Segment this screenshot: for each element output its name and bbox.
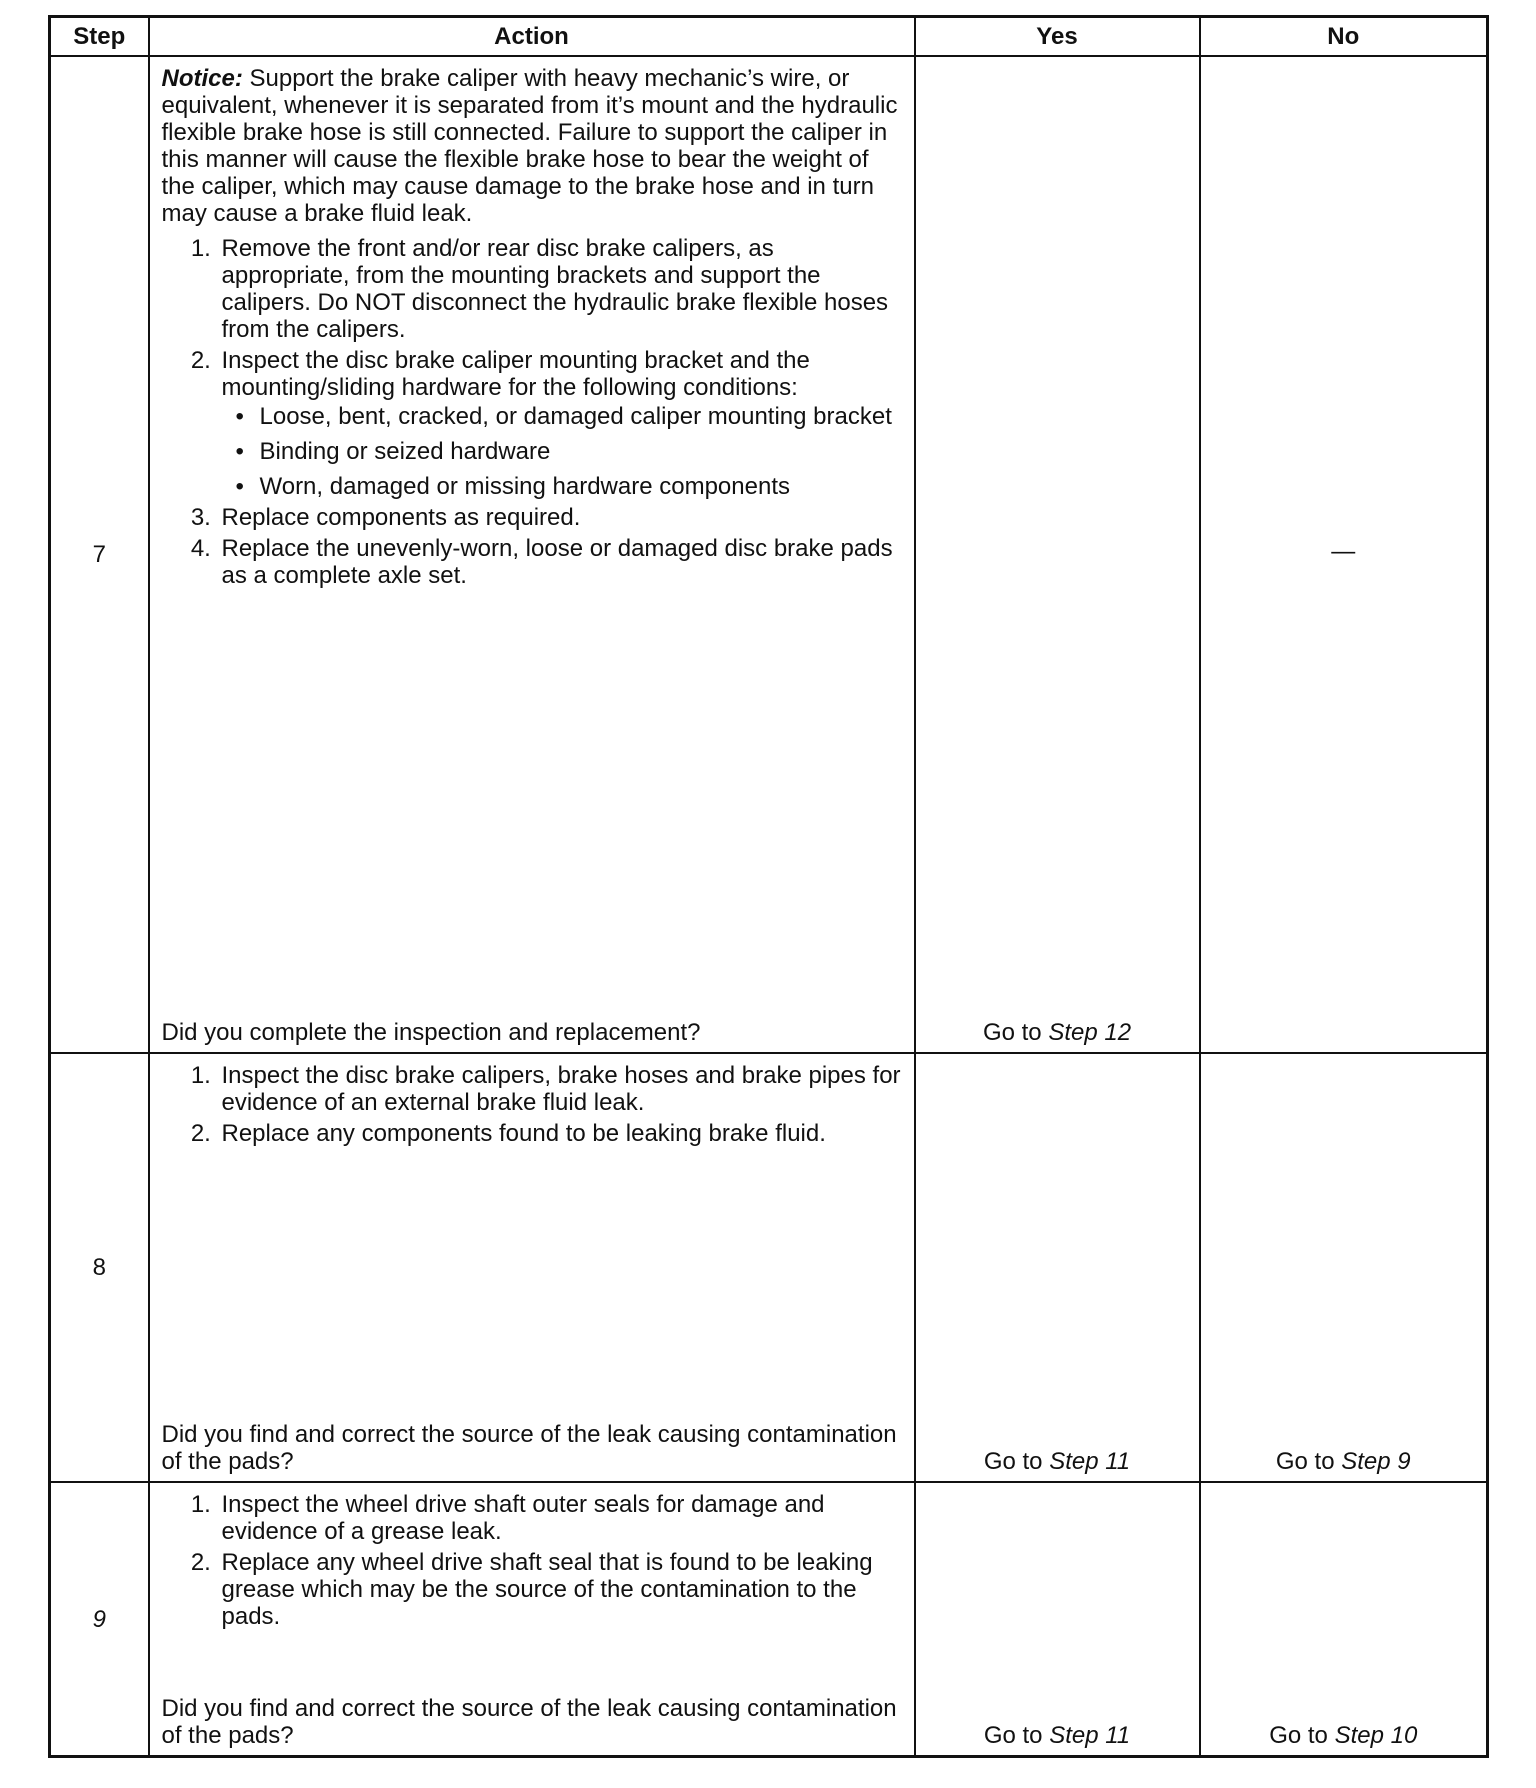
list-item: 3. Replace components as required. [218, 504, 902, 531]
notice-text: Support the brake caliper with heavy mechanic’s wire, or equivalent, whenever it is separated from it’s mount and the hydraulic flexible brake hose is still connected. Failure to support the caliper in this manner will cause the flexible brake hose to bear the weight of the caliper, which may cause damage to the brake hose and in turn may cause a brake fluid leak. [161, 65, 898, 227]
list-item: 1. Inspect the disc brake calipers, brake hoses and brake pipes for evidence of an external brake fluid leak. [218, 1062, 902, 1116]
no-goto-step: Step 9 [1341, 1448, 1411, 1475]
no-goto-prefix: Go to [1269, 1722, 1328, 1749]
bullet-item: • Worn, damaged or missing hardware components [256, 473, 902, 500]
yes-goto-prefix: Go to [982, 1019, 1042, 1046]
no-cell [1200, 1053, 1488, 1482]
no-goto-prefix: Go to [1275, 1448, 1335, 1475]
table-row-step-8 [50, 1053, 1488, 1482]
list-item: 4. Replace the unevenly-worn, loose or damaged disc brake pads as a complete axle set. [218, 535, 902, 589]
question-text: Did you find and correct the source of the leak causing contamination of the pads? [161, 1421, 897, 1475]
step-number: 8 [50, 1053, 149, 1482]
question-text: Did you find and correct the source of the leak causing contamination of the pads? [161, 1695, 897, 1749]
procedure-list [162, 1491, 902, 1634]
header-no: No [1200, 17, 1488, 57]
header-action: Action [149, 17, 915, 57]
yes-cell [915, 1482, 1200, 1757]
header-step: Step [50, 17, 149, 57]
action-cell [149, 1053, 915, 1482]
procedure-list [162, 1062, 902, 1151]
no-dash: — [1331, 538, 1356, 565]
header-yes: Yes [915, 17, 1200, 57]
yes-cell [915, 56, 1200, 1053]
no-cell [1200, 56, 1488, 1053]
yes-goto-step: Step 12 [1048, 1019, 1132, 1046]
header-row [50, 17, 1488, 57]
diagnostic-table [48, 15, 1489, 1758]
step-number: 9 [50, 1482, 149, 1757]
yes-cell [915, 1053, 1200, 1482]
step-number: 7 [50, 56, 149, 1053]
list-item: 2. Replace any wheel drive shaft seal that is found to be leaking grease which may be the source of the contamination to the pads. [218, 1549, 902, 1630]
bullet-item: • Binding or seized hardware [256, 438, 902, 465]
list-item: 2. Inspect the disc brake caliper mounting bracket and the mounting/sliding hardware for the following conditions: • Loose, bent, cracked, or damaged caliper mounting bracket • Binding or seized hardware • Worn, damaged or missing hardware components [218, 347, 902, 500]
no-goto-step: Step 10 [1334, 1722, 1418, 1749]
yes-goto-step: Step 11 [1049, 1448, 1131, 1475]
action-body [162, 65, 902, 593]
list-item: 1. Inspect the wheel drive shaft outer seals for damage and evidence of a grease leak. [218, 1491, 902, 1545]
yes-goto-step: Step 11 [1049, 1722, 1131, 1749]
condition-list [222, 403, 902, 500]
action-cell [149, 56, 915, 1053]
yes-goto-prefix: Go to [983, 1448, 1043, 1475]
yes-goto-prefix: Go to [983, 1722, 1043, 1749]
action-cell [149, 1482, 915, 1757]
table-row-step-9 [50, 1482, 1488, 1757]
notice-paragraph [162, 65, 902, 227]
procedure-list [162, 235, 902, 589]
list-item: 1. Remove the front and/or rear disc brake calipers, as appropriate, from the mounting brackets and support the calipers. Do NOT disconnect the hydraulic brake flexible hoses from the calipers. [218, 235, 902, 343]
question-text: Did you complete the inspection and replacement? [161, 1019, 701, 1046]
list-item: 2. Replace any components found to be leaking brake fluid. [218, 1120, 902, 1147]
table-row-step-7 [50, 56, 1488, 1053]
bullet-item: • Loose, bent, cracked, or damaged caliper mounting bracket [256, 403, 902, 430]
no-cell [1200, 1482, 1488, 1757]
notice-label: Notice: [161, 65, 243, 92]
